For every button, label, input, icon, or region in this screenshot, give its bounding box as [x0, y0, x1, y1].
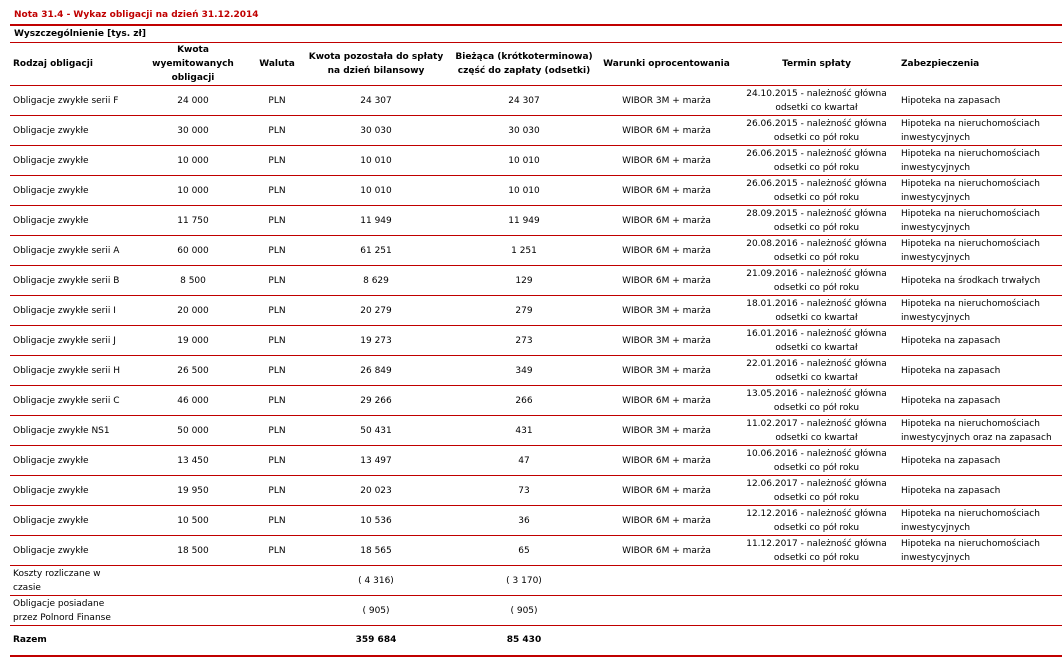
cell-current-portion: 36	[450, 506, 598, 536]
cell-bond-type: Obligacje zwykłe serii J	[10, 326, 134, 356]
cell-maturity: 11.02.2017 - należność główna odsetki co kwartał	[735, 416, 898, 446]
cell-bond-type: Obligacje zwykłe	[10, 476, 134, 506]
cell-bond-type: Obligacje zwykłe	[10, 176, 134, 206]
cell-bond-type: Obligacje zwykłe serii A	[10, 236, 134, 266]
cell-remaining-amount: 18 565	[302, 536, 450, 566]
cell-current-portion: 273	[450, 326, 598, 356]
cell-collateral: Hipoteka na nieruchomościach inwestycyjnych	[898, 206, 1062, 236]
bonds-table	[10, 42, 1062, 657]
cell-issued-amount: 19 950	[134, 476, 252, 506]
table-row	[10, 146, 1062, 176]
cell-remaining-amount: 10 536	[302, 506, 450, 536]
cell-remaining-amount: 29 266	[302, 386, 450, 416]
table-row	[10, 536, 1062, 566]
table-body	[10, 86, 1062, 626]
cell-maturity: 10.06.2016 - należność główna odsetki co pół roku	[735, 446, 898, 476]
cell-interest-terms: WIBOR 6M + marża	[598, 146, 735, 176]
table-row	[10, 116, 1062, 146]
cell-bond-type: Obligacje zwykłe	[10, 116, 134, 146]
table-row	[10, 236, 1062, 266]
cell-current-portion: 30 030	[450, 116, 598, 146]
cell-collateral: Hipoteka na zapasach	[898, 86, 1062, 116]
cell-issued-amount	[134, 596, 252, 626]
cell-bond-type: Obligacje zwykłe	[10, 146, 134, 176]
cell-current-portion: 11 949	[450, 206, 598, 236]
cell-maturity: 11.12.2017 - należność główna odsetki co pół roku	[735, 536, 898, 566]
cell-currency: PLN	[252, 146, 302, 176]
cell-currency: PLN	[252, 176, 302, 206]
table-row	[10, 206, 1062, 236]
cell-issued-amount	[134, 566, 252, 596]
cell-currency: PLN	[252, 326, 302, 356]
cell-bond-type: Obligacje zwykłe serii F	[10, 86, 134, 116]
cell-maturity: 24.10.2015 - należność główna odsetki co kwartał	[735, 86, 898, 116]
cell-maturity: 18.01.2016 - należność główna odsetki co kwartał	[735, 296, 898, 326]
cell-remaining-amount: 10 010	[302, 146, 450, 176]
cell-maturity: 26.06.2015 - należność główna odsetki co pół roku	[735, 146, 898, 176]
table-row	[10, 506, 1062, 536]
table-row	[10, 176, 1062, 206]
cell-collateral: Hipoteka na nieruchomościach inwestycyjnych	[898, 116, 1062, 146]
table-row	[10, 356, 1062, 386]
cell-maturity: 21.09.2016 - należność główna odsetki co pół roku	[735, 266, 898, 296]
cell-remaining-amount: ( 905)	[302, 596, 450, 626]
header-cell: Kwota pozostała do spłaty na dzień bilansowy	[302, 43, 450, 86]
cell-remaining-amount: 8 629	[302, 266, 450, 296]
cell-remaining-amount: 26 849	[302, 356, 450, 386]
cell-remaining-amount: 13 497	[302, 446, 450, 476]
header-cell: Termin spłaty	[735, 43, 898, 86]
cell-remaining-amount: 10 010	[302, 176, 450, 206]
cell-issued-amount: 18 500	[134, 536, 252, 566]
cell-currency: PLN	[252, 236, 302, 266]
header-cell: Zabezpieczenia	[898, 43, 1062, 86]
cell-bond-type: Obligacje zwykłe serii I	[10, 296, 134, 326]
cell-bond-type: Obligacje zwykłe NS1	[10, 416, 134, 446]
header-cell: Warunki oprocentowania	[598, 43, 735, 86]
cell-issued-amount: 30 000	[134, 116, 252, 146]
cell-maturity: 22.01.2016 - należność główna odsetki co kwartał	[735, 356, 898, 386]
table-row	[10, 476, 1062, 506]
header-cell: Rodzaj obligacji	[10, 43, 134, 86]
note-title: Nota 31.4 - Wykaz obligacji na dzień 31.12.2014	[14, 10, 259, 20]
cell-collateral	[898, 596, 1062, 626]
cell-collateral: Hipoteka na zapasach	[898, 476, 1062, 506]
table-header-row	[10, 43, 1062, 86]
cell-interest-terms: WIBOR 3M + marża	[598, 416, 735, 446]
cell-remaining-amount: 61 251	[302, 236, 450, 266]
cell-remaining-amount: 20 279	[302, 296, 450, 326]
cell-issued-amount: 60 000	[134, 236, 252, 266]
cell-collateral	[898, 566, 1062, 596]
cell-bond-type: Obligacje zwykłe serii H	[10, 356, 134, 386]
cell-currency	[252, 596, 302, 626]
cell-interest-terms: WIBOR 6M + marża	[598, 536, 735, 566]
cell-currency: PLN	[252, 116, 302, 146]
cell-currency: PLN	[252, 356, 302, 386]
cell-maturity	[735, 596, 898, 626]
cell-collateral: Hipoteka na zapasach	[898, 446, 1062, 476]
cell-bond-type: Obligacje posiadane przez Polnord Finanse	[10, 596, 134, 626]
cell-interest-terms: WIBOR 6M + marża	[598, 506, 735, 536]
cell-interest-terms: WIBOR 3M + marża	[598, 356, 735, 386]
cell-issued-amount: 11 750	[134, 206, 252, 236]
total-current: 85 430	[450, 626, 598, 656]
cell-maturity: 28.09.2015 - należność główna odsetki co pół roku	[735, 206, 898, 236]
table-row	[10, 416, 1062, 446]
cell-collateral: Hipoteka na zapasach	[898, 386, 1062, 416]
cell-currency: PLN	[252, 416, 302, 446]
cell-issued-amount: 20 000	[134, 296, 252, 326]
cell-interest-terms: WIBOR 6M + marża	[598, 266, 735, 296]
header-cell: Waluta	[252, 43, 302, 86]
cell-interest-terms: WIBOR 6M + marża	[598, 386, 735, 416]
cell-maturity: 26.06.2015 - należność główna odsetki co pół roku	[735, 176, 898, 206]
cell-maturity: 12.12.2016 - należność główna odsetki co pół roku	[735, 506, 898, 536]
cell-currency: PLN	[252, 86, 302, 116]
table-row	[10, 296, 1062, 326]
cell-remaining-amount: 30 030	[302, 116, 450, 146]
cell-maturity	[735, 566, 898, 596]
cell-current-portion: 10 010	[450, 146, 598, 176]
cell-interest-terms: WIBOR 6M + marża	[598, 476, 735, 506]
cell-bond-type: Obligacje zwykłe	[10, 506, 134, 536]
cell-interest-terms: WIBOR 3M + marża	[598, 86, 735, 116]
cell-currency: PLN	[252, 266, 302, 296]
table-row	[10, 446, 1062, 476]
cell-current-portion: 266	[450, 386, 598, 416]
cell-collateral: Hipoteka na zapasach	[898, 326, 1062, 356]
table-row	[10, 86, 1062, 116]
cell-bond-type: Obligacje zwykłe	[10, 206, 134, 236]
bond-note	[10, 7, 1062, 657]
cell-collateral: Hipoteka na nieruchomościach inwestycyjnych	[898, 146, 1062, 176]
cell-current-portion: 431	[450, 416, 598, 446]
cell-bond-type: Obligacje zwykłe	[10, 536, 134, 566]
table-row	[10, 566, 1062, 596]
cell-issued-amount: 10 500	[134, 506, 252, 536]
cell-current-portion: 129	[450, 266, 598, 296]
cell-issued-amount: 24 000	[134, 86, 252, 116]
cell-current-portion: ( 3 170)	[450, 566, 598, 596]
cell-interest-terms: WIBOR 3M + marża	[598, 326, 735, 356]
cell-currency: PLN	[252, 446, 302, 476]
cell-bond-type: Obligacje zwykłe	[10, 446, 134, 476]
table-row	[10, 386, 1062, 416]
table-row	[10, 266, 1062, 296]
cell-issued-amount: 13 450	[134, 446, 252, 476]
cell-collateral: Hipoteka na nieruchomościach inwestycyjnych	[898, 296, 1062, 326]
cell-issued-amount: 8 500	[134, 266, 252, 296]
cell-current-portion: 73	[450, 476, 598, 506]
total-label: Razem	[10, 626, 134, 656]
header-cell: Kwota wyemitowanych obligacji	[134, 43, 252, 86]
table-row	[10, 596, 1062, 626]
cell-issued-amount: 10 000	[134, 146, 252, 176]
cell-interest-terms	[598, 566, 735, 596]
cell-interest-terms: WIBOR 6M + marża	[598, 176, 735, 206]
cell-collateral: Hipoteka na zapasach	[898, 356, 1062, 386]
cell-current-portion: ( 905)	[450, 596, 598, 626]
cell-remaining-amount: 20 023	[302, 476, 450, 506]
cell-maturity: 20.08.2016 - należność główna odsetki co pół roku	[735, 236, 898, 266]
cell-currency	[252, 566, 302, 596]
cell-issued-amount: 46 000	[134, 386, 252, 416]
cell-current-portion: 65	[450, 536, 598, 566]
cell-bond-type: Obligacje zwykłe serii B	[10, 266, 134, 296]
cell-currency: PLN	[252, 536, 302, 566]
cell-interest-terms: WIBOR 6M + marża	[598, 446, 735, 476]
cell-collateral: Hipoteka na nieruchomościach inwestycyjnych oraz na zapasach	[898, 416, 1062, 446]
note-subtitle: Wyszczególnienie [tys. zł]	[14, 29, 146, 39]
cell-collateral: Hipoteka na nieruchomościach inwestycyjnych	[898, 176, 1062, 206]
cell-current-portion: 1 251	[450, 236, 598, 266]
cell-interest-terms: WIBOR 6M + marża	[598, 206, 735, 236]
cell-collateral: Hipoteka na środkach trwałych	[898, 266, 1062, 296]
cell-currency: PLN	[252, 296, 302, 326]
cell-bond-type: Obligacje zwykłe serii C	[10, 386, 134, 416]
cell-issued-amount: 26 500	[134, 356, 252, 386]
cell-current-portion: 47	[450, 446, 598, 476]
cell-remaining-amount: 50 431	[302, 416, 450, 446]
cell-bond-type: Koszty rozliczane w czasie	[10, 566, 134, 596]
cell-maturity: 13.05.2016 - należność główna odsetki co pół roku	[735, 386, 898, 416]
cell-current-portion: 10 010	[450, 176, 598, 206]
cell-current-portion: 279	[450, 296, 598, 326]
total-remaining: 359 684	[302, 626, 450, 656]
table-row	[10, 326, 1062, 356]
cell-currency: PLN	[252, 506, 302, 536]
cell-collateral: Hipoteka na nieruchomościach inwestycyjnych	[898, 236, 1062, 266]
cell-maturity: 26.06.2015 - należność główna odsetki co pół roku	[735, 116, 898, 146]
cell-remaining-amount: 11 949	[302, 206, 450, 236]
cell-maturity: 12.06.2017 - należność główna odsetki co pół roku	[735, 476, 898, 506]
cell-remaining-amount: 19 273	[302, 326, 450, 356]
cell-interest-terms: WIBOR 3M + marża	[598, 296, 735, 326]
cell-collateral: Hipoteka na nieruchomościach inwestycyjnych	[898, 506, 1062, 536]
cell-issued-amount: 19 000	[134, 326, 252, 356]
cell-remaining-amount: 24 307	[302, 86, 450, 116]
cell-currency: PLN	[252, 476, 302, 506]
cell-current-portion: 24 307	[450, 86, 598, 116]
cell-issued-amount: 50 000	[134, 416, 252, 446]
cell-currency: PLN	[252, 206, 302, 236]
cell-currency: PLN	[252, 386, 302, 416]
cell-remaining-amount: ( 4 316)	[302, 566, 450, 596]
cell-current-portion: 349	[450, 356, 598, 386]
cell-interest-terms: WIBOR 6M + marża	[598, 116, 735, 146]
header-cell: Bieżąca (krótkoterminowa) część do zapłaty (odsetki)	[450, 43, 598, 86]
cell-interest-terms	[598, 596, 735, 626]
cell-collateral: Hipoteka na nieruchomościach inwestycyjnych	[898, 536, 1062, 566]
cell-interest-terms: WIBOR 6M + marża	[598, 236, 735, 266]
cell-issued-amount: 10 000	[134, 176, 252, 206]
cell-maturity: 16.01.2016 - należność główna odsetki co kwartał	[735, 326, 898, 356]
